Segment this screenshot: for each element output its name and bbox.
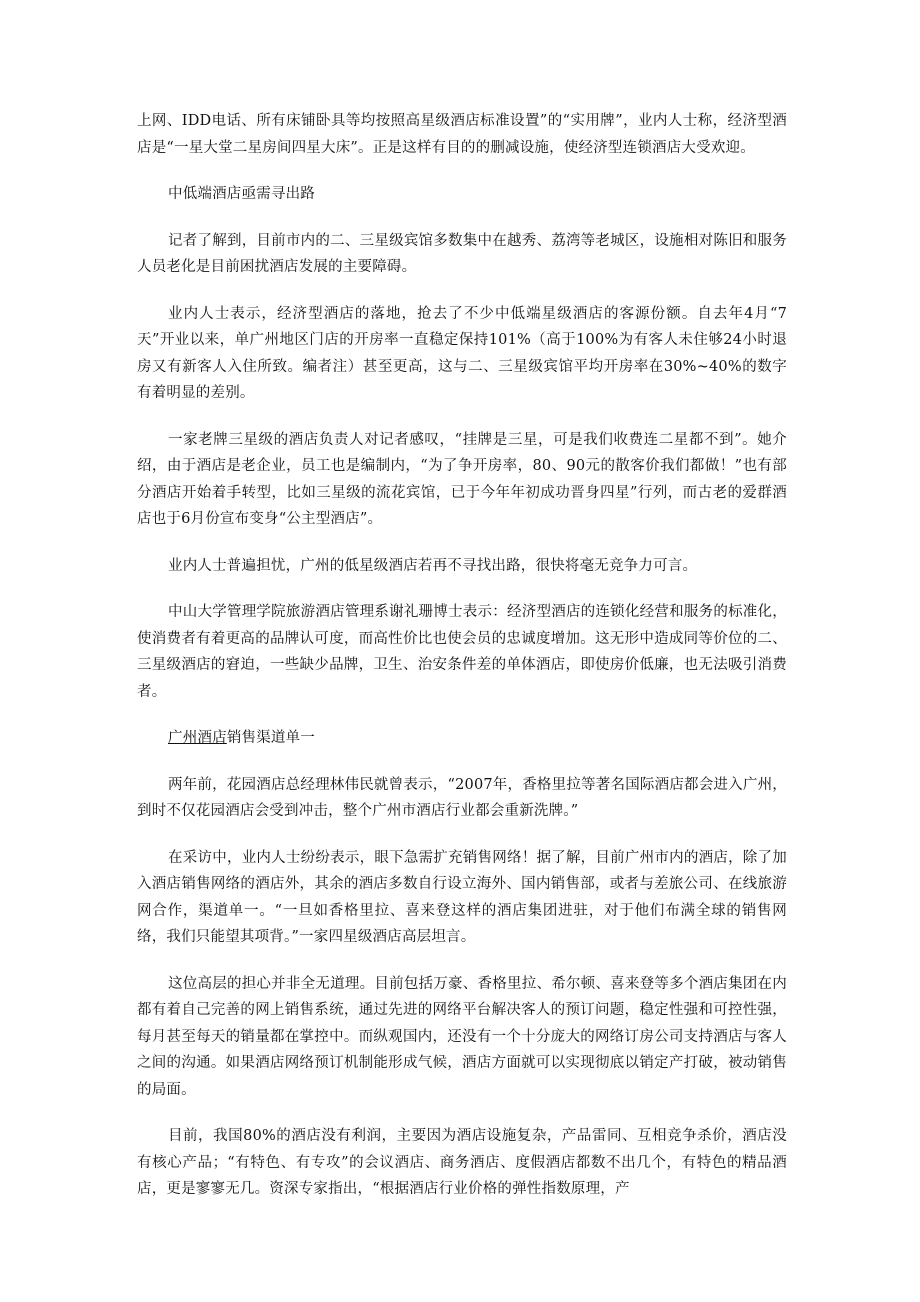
paragraph-concern: 业内人士普遍担忧，广州的低星级酒店若再不寻找出路，很快将毫无竞争力可言。 — [168, 557, 698, 574]
guangzhou-hotel-link[interactable]: 广州酒店 — [168, 730, 227, 746]
paragraph-profit: 目前，我国80%的酒店没有利润，主要因为酒店设施复杂，产品雷同、互相竞争杀价，酒店没有核心产品；“有特色、有专攻”的会议酒店、商务酒店、度假酒店都数不出几个，有特色的精品酒店，更是寥寥无几。资深专家指出，“根据酒店行业价格的弹性指数原理，产 — [137, 1128, 787, 1197]
paragraph-occupancy: 业内人士表示，经济型酒店的落地，抢去了不少中低端星级酒店的客源份额。自去年4月“7天”开业以来，单广州地区门店的开房率一直稳定保持101%（高于100%为有客人未住够24小时退房又有新客人入住所致。编者注）甚至更高，这与二、三星级宾馆平均开房率在30%~40%的数字有着明显的差别。 — [137, 305, 787, 401]
section-heading-sales-channel — [137, 725, 787, 752]
document-page — [137, 108, 787, 1203]
paragraph-three-star: 一家老牌三星级的酒店负责人对记者感叹，“挂牌是三星，可是我们收费连二星都不到”。她介绍，由于酒店是老企业，员工也是编制内，“为了争开房率，80、90元的散客价我们都做！”也有部分酒店开始着手转型，比如三星级的流花宾馆，已于今年年初成功晋身四星”行列，而古老的爱群酒店也于6月份宣布变身“公主型酒店”。 — [137, 431, 787, 527]
paragraph-old-district: 记者了解到，目前市内的二、三星级宾馆多数集中在越秀、荔湾等老城区，设施相对陈旧和服务人员老化是目前困扰酒店发展的主要障碍。 — [137, 232, 787, 275]
paragraph-garden-hotel: 两年前，花园酒店总经理林伟民就曾表示，“2007年，香格里拉等著名国际酒店都会进入广州，到时不仅花园酒店会受到冲击，整个广州市酒店行业都会重新洗牌。” — [137, 776, 787, 819]
paragraph-intro: 上网、IDD电话、所有床铺卧具等均按照高星级酒店标准设置”的“实用牌”，业内人士称，经济型酒店是“一星大堂二星房间四星大床”。正是这样有目的的删减设施，使经济型连锁酒店大受欢迎。 — [137, 113, 787, 156]
section-heading-midlow-hotels: 中低端酒店亟需寻出路 — [168, 186, 315, 202]
paragraph-expert: 中山大学管理学院旅游酒店管理系谢礼珊博士表示：经济型酒店的连锁化经营和服务的标准化，使消费者有着更高的品牌认可度，而高性价比也使会员的忠诚度增加。这无形中造成同等价位的二、三星级酒店的窘迫，一些缺少品牌，卫生、治安条件差的单体酒店，即使房价低廉，也无法吸引消费者。 — [137, 604, 787, 700]
paragraph-sales-network: 在采访中，业内人士纷纷表示，眼下急需扩充销售网络！据了解，目前广州市内的酒店，除了加入酒店销售网络的酒店外，其余的酒店多数自行设立海外、国内销售部，或者与差旅公司、在线旅游网合作，渠道单一。“一旦如香格里拉、喜来登这样的酒店集团进驻，对于他们布满全球的销售网络，我们只能望其项背。”一家四星级酒店高层坦言。 — [137, 849, 787, 945]
section-heading-rest: 销售渠道单一 — [226, 730, 316, 746]
paragraph-online-booking: 这位高层的担心并非全无道理。目前包括万豪、香格里拉、希尔顿、喜来登等多个酒店集团在内都有着自己完善的网上销售系统，通过先进的网络平台解决客人的预订问题，稳定性强和可控性强，每月甚至每天的销量都在掌控中。而纵观国内，还没有一个十分庞大的网络订房公司支持酒店与客人之间的沟通。如果酒店网络预订机制能形成气候，酒店方面就可以实现彻底以销定产打破，被动销售的局面。 — [137, 975, 787, 1098]
